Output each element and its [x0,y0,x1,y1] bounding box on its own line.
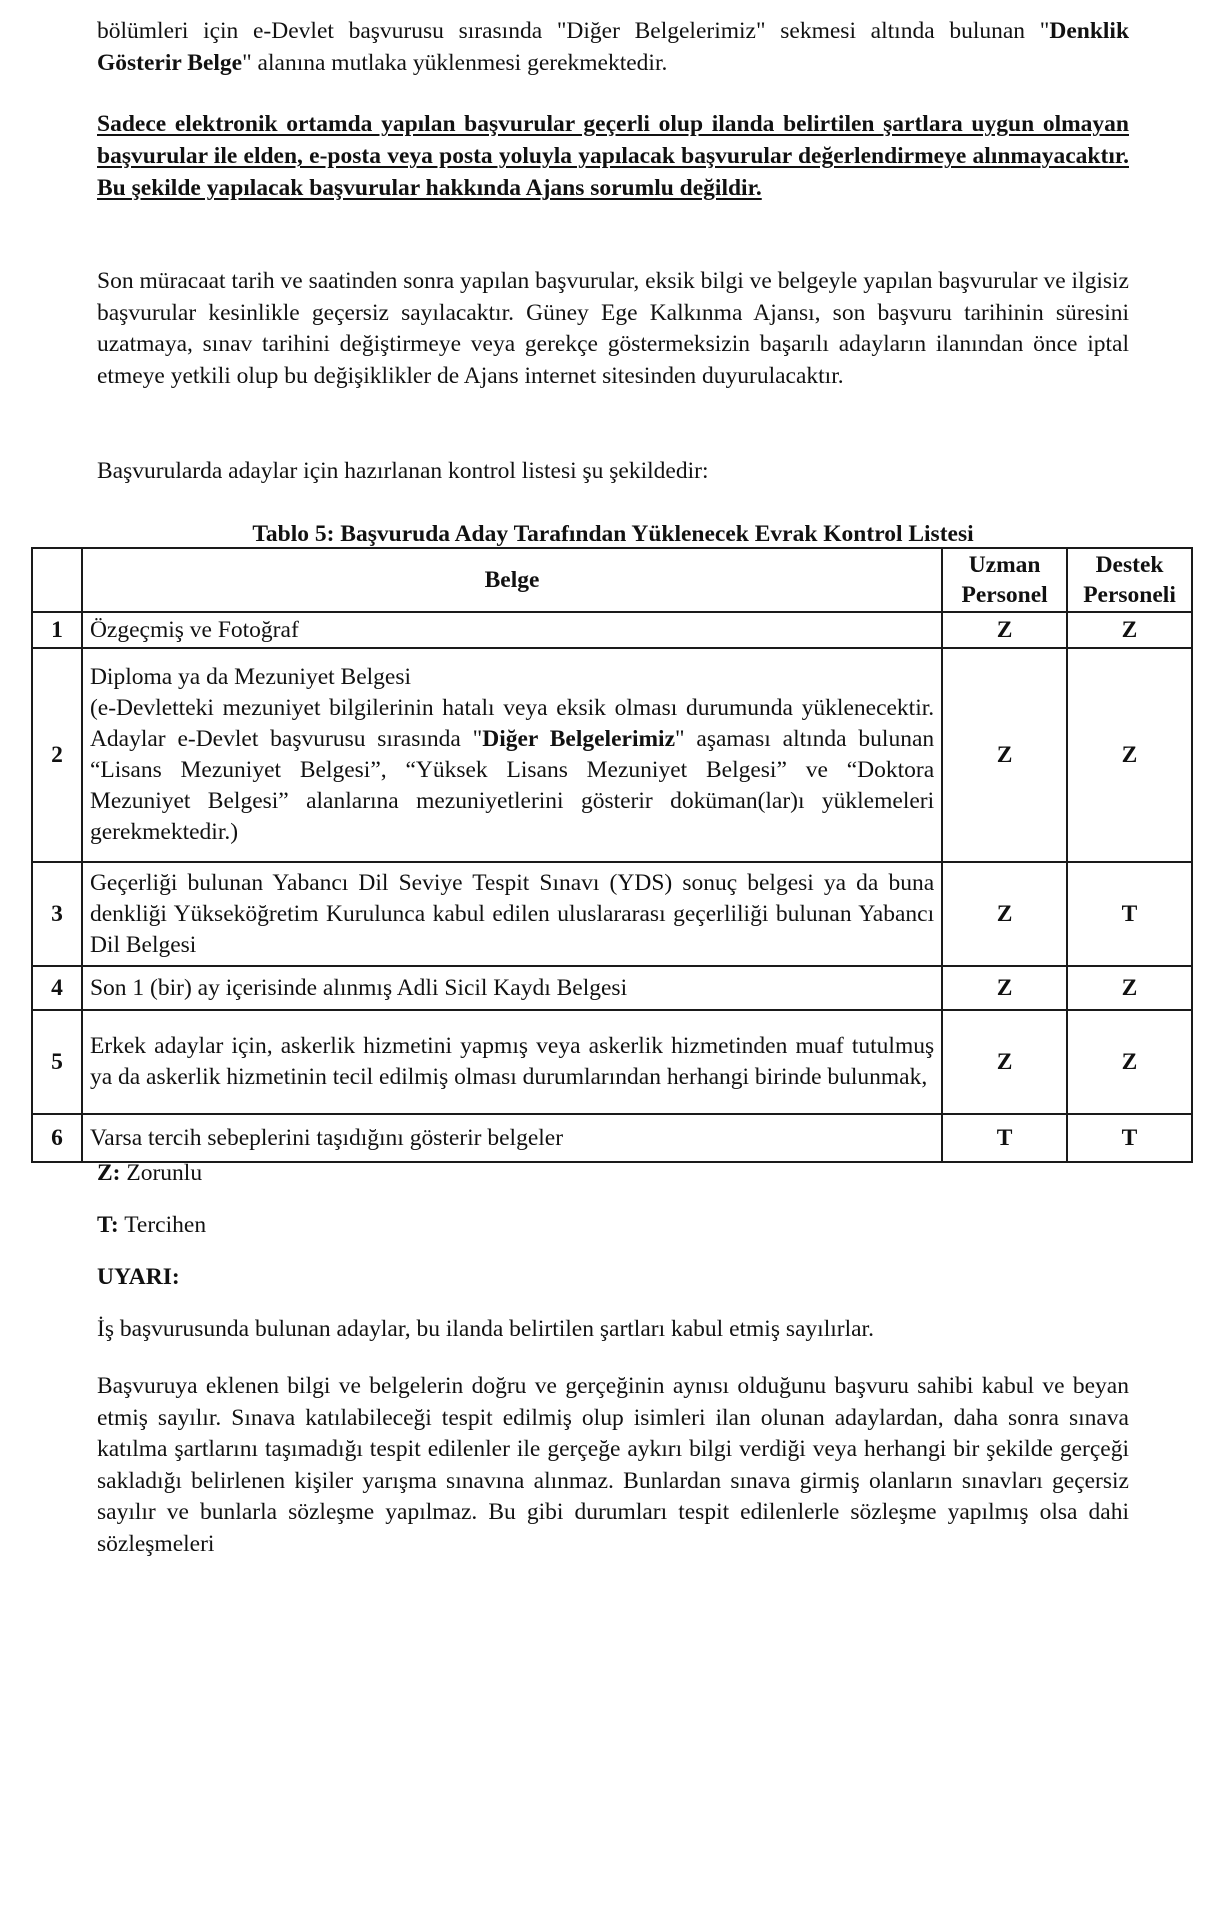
header-support-line2: Personeli [1083,582,1176,608]
table-row [32,648,1192,862]
intro-line-2-rest: " alanına mutlaka yüklenmesi gerekmektedir. [242,49,668,76]
intro-line-2-open-quote: " [1039,18,1050,44]
row-document: Geçerliği bulunan Yabancı Dil Seviye Tespit Sınavı (YDS) sonuç belgesi ya da buna denkliği Yükseköğretim Kurulunca kabul edilen uluslararası geçerliliği bulunan Yabancı Dil Belgesi [82,862,942,966]
row-expert-requirement: Z [942,862,1067,966]
intro-line-1: bölümleri için e-Devlet başvurusu sırasında "Diğer Belgelerimiz" sekmesi altında bulunan [97,18,1026,44]
row-num: 1 [32,612,82,648]
table-caption [0,520,1226,548]
electronic-only-notice: Sadece elektronik ortamda yapılan başvurular geçerli olup ilanda belirtilen şartlara uygun olmayan başvurular ile elden, e-posta veya posta yoluyla yapılacak başvurular değerlendirmeye alınmayacaktır. Bu şekilde yapılacak başvurular hakkında Ajans sorumlu değildir. [97,111,1129,201]
header-expert-line1: Uzman [968,552,1041,578]
row-support-requirement: Z [1067,612,1192,648]
header-document: Belge [82,548,942,612]
legend-t-key: T: [97,1212,119,1238]
row-document-detail-bold: Diğer Belgelerimiz [482,726,676,752]
row-expert-requirement: Z [942,1010,1067,1114]
row-document: Erkek adaylar için, askerlik hizmetini yapmış veya askerlik hizmetinden muaf tutulmuş ya da askerlik hizmetinin tecil edilmiş olması durumlarından herhangi birinde bulunmak, [82,1010,942,1114]
deadline-paragraph: Son müracaat tarih ve saatinden sonra yapılan başvurular, eksik bilgi ve belgeyle yapılan başvurular ve ilgisiz başvurular kesinlikle geçersiz sayılacaktır. Güney Ege Kalkınma Ajansı, son başvuru tarihinin süresini uzatmaya, sınav tarihini değiştirmeye veya gerekçe göstermeksizin başarılı adayların ilanından önce iptal etmeye yetkili olup bu değişiklikler de Ajans internet sitesinden duyurulacaktır. [97,268,1129,389]
table-row [32,966,1192,1010]
warning-heading: UYARI: [97,1264,180,1290]
table-row [32,612,1192,648]
legend-preferred [97,1210,206,1240]
row-expert-requirement: Z [942,648,1067,862]
row-expert-requirement: Z [942,612,1067,648]
intro-paragraph [97,16,1129,79]
header-num [32,548,82,612]
row-num: 3 [32,862,82,966]
row-support-requirement: Z [1067,966,1192,1010]
warning-paragraph-2: Başvuruya eklenen bilgi ve belgelerin doğru ve gerçeğinin aynısı olduğunu başvuru sahibi kabul ve beyan etmiş sayılır. Sınava katılabileceği tespit edilmiş olup isimleri ilan olunan adaylardan, daha sonra sınava katılma şartlarını taşımadığı tespit edilenler ile gerçeğe aykırı bilgi verdiği veya herhangi bir şekilde gerçeği sakladığı belirlenen kişiler yarışma sınavına alınmaz. Bunlardan sınava girmiş olanların sınavları geçersiz sayılır ve bunlarla sözleşme yapılmaz. Bu gibi durumları tespit edilenlerle sözleşme yapılmış olsa dahi sözleşmeleri [97,1373,1129,1557]
header-expert-line2: Personel [961,582,1048,608]
header-support-line1: Destek [1095,552,1164,578]
row-num: 6 [32,1114,82,1162]
legend-t-value: Tercihen [118,1212,207,1238]
row-support-requirement: T [1067,862,1192,966]
row-num: 4 [32,966,82,1010]
table-header-row [32,548,1192,612]
legend-z-value: Zorunlu [120,1160,203,1186]
row-document-detail-pre: (e-Devletteki mezuniyet bilgilerinin hatalı veya eksik olması durumunda yüklenecektir. Adaylar e-Devlet başvurusu sırasında " [89,695,935,752]
row-expert-requirement: T [942,1114,1067,1162]
row-num: 5 [32,1010,82,1114]
header-expert-staff [942,548,1067,612]
denklik-gosterir-belge-label: Denklik Gösterir Belge [97,18,1130,76]
row-expert-requirement: Z [942,966,1067,1010]
table-row [32,862,1192,966]
document-checklist-table [31,547,1193,1163]
legend-mandatory [97,1158,202,1188]
row-document: Özgeçmiş ve Fotoğraf [82,612,942,648]
warning-paragraph-1: İş başvurusunda bulunan adaylar, bu ilanda belirtilen şartları kabul etmiş sayılırlar. [97,1316,874,1342]
row-document: Son 1 (bir) ay içerisinde alınmış Adli Sicil Kaydı Belgesi [82,966,942,1010]
row-document-detail-post: " aşaması altında bulunan “Lisans Mezuniyet Belgesi”, “Yüksek Lisans Mezuniyet Belgesi” ve “Doktora Mezuniyet Belgesi” alanlarına mezuniyetlerini gösterir doküman(lar)ı yüklemeleri gerekmektedir.) [89,726,935,845]
row-document [82,648,942,862]
row-document: Varsa tercih sebeplerini taşıdığını gösterir belgeler [82,1114,942,1162]
checklist-intro: Başvurularda adaylar için hazırlanan kontrol listesi şu şekildedir: [97,458,709,484]
legend-z-key: Z: [97,1160,121,1186]
row-support-requirement: Z [1067,648,1192,862]
table-caption-text: Tablo 5: Başvuruda Aday Tarafından Yüklenecek Evrak Kontrol Listesi [252,521,974,547]
row-support-requirement: T [1067,1114,1192,1162]
table-row [32,1010,1192,1114]
row-document-title: Diploma ya da Mezuniyet Belgesi [89,664,412,690]
row-support-requirement: Z [1067,1010,1192,1114]
table-row [32,1114,1192,1162]
row-num: 2 [32,648,82,862]
header-support-staff [1067,548,1192,612]
